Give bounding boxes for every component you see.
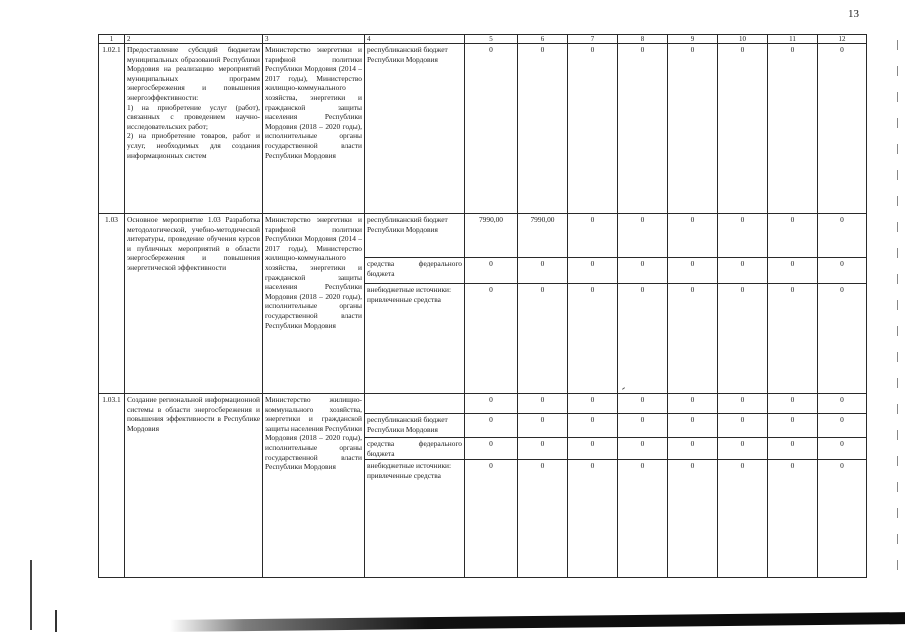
value-cell: 0 (718, 394, 768, 414)
executor: Министерство энергетики и тарифной политики Республики Мордовия (2014 – 2017 годы), Министерство жилищно-коммунального хозяйства, энергетики и гражданской защиты населения Республики Мордовия (2018 – 2020 годы), исполнительные органы государственной власти Республики Мордовия (263, 44, 365, 214)
funding-source: средства федерального бюджета (365, 258, 465, 284)
value-cell: 0 (718, 214, 768, 258)
scan-shadow-bar (170, 612, 905, 632)
value-cell: 0 (568, 438, 618, 460)
header-cell: 8 (618, 35, 668, 44)
value-cell: 0 (518, 438, 568, 460)
activity-name: Предоставление субсидий бюджетам муниципальных образований Республики Мордовия на реализацию мероприятий муниципальных программ энергосбережения и повышения энергоэффективности: 1) на приобретение услуг (работ), связанных с проведением научно-исследовательских работ; 2) на приобретение товаров, работ и услуг, необходимых для создания информационных систем (125, 44, 263, 214)
value-cell: 0 (718, 258, 768, 284)
value-cell: 0 (618, 44, 668, 214)
value-cell: 0 (568, 414, 618, 438)
row-id: 1.02.1 (99, 44, 125, 214)
value-cell: 0 (818, 438, 867, 460)
header-cell: 6 (518, 35, 568, 44)
value-cell: 0 (618, 394, 668, 414)
value-cell: 0 (618, 284, 668, 394)
value-cell: 0 (518, 44, 568, 214)
value-cell: 0 (465, 284, 518, 394)
header-cell: 12 (818, 35, 867, 44)
header-cell: 10 (718, 35, 768, 44)
page-number: 13 (848, 8, 859, 20)
value-cell: 0 (465, 414, 518, 438)
scan-edge-mark (55, 610, 57, 632)
value-cell: 0 (568, 214, 618, 258)
value-cell: 0 (718, 438, 768, 460)
value-cell: 0 (818, 258, 867, 284)
value-cell: 0 (618, 214, 668, 258)
value-cell: 0 (618, 460, 668, 578)
scan-edge-mark (30, 560, 32, 630)
row-id: 1.03.1 (99, 394, 125, 578)
value-cell: 0 (618, 258, 668, 284)
executor: Министерство энергетики и тарифной политики Республики Мордовия (2014 – 2017 годы), Министерство жилищно-коммунального хозяйства, энергетики и гражданской защиты населения Республики Мордовия (2018 – 2020 годы), исполнительные органы государственной власти Республики Мордовия (263, 214, 365, 394)
header-cell: 4 (365, 35, 465, 44)
value-cell: 0 (818, 460, 867, 578)
value-cell: 0 (768, 44, 818, 214)
header-cell: 2 (125, 35, 263, 44)
header-cell: 3 (263, 35, 365, 44)
value-cell: 0 (518, 258, 568, 284)
value-cell: 0 (818, 284, 867, 394)
value-cell: 0 (568, 284, 618, 394)
funding-source (365, 394, 465, 414)
financing-table (98, 34, 867, 578)
value-cell: 0 (818, 44, 867, 214)
header-cell: 1 (99, 35, 125, 44)
value-cell: 7990,00 (465, 214, 518, 258)
value-cell: 0 (465, 258, 518, 284)
value-cell: 0 (668, 44, 718, 214)
value-cell: 0 (518, 284, 568, 394)
value-cell: 0 (768, 460, 818, 578)
value-cell: 0 (768, 258, 818, 284)
value-cell: 0 (768, 394, 818, 414)
value-cell: 0 (818, 214, 867, 258)
value-cell: 0 (718, 284, 768, 394)
value-cell: 0 (465, 44, 518, 214)
value-cell: 0 (618, 438, 668, 460)
value-cell: 0 (668, 438, 718, 460)
funding-source: внебюджетные источники: привлеченные средства (365, 284, 465, 394)
value-cell: 0 (818, 414, 867, 438)
table-header-row (99, 35, 867, 44)
table-row (99, 44, 867, 214)
value-cell: 0 (465, 460, 518, 578)
value-cell: 0 (718, 44, 768, 214)
header-cell: 7 (568, 35, 618, 44)
value-cell: 0 (768, 214, 818, 258)
value-cell: 0 (465, 438, 518, 460)
value-cell: 0 (568, 460, 618, 578)
row-id: 1.03 (99, 214, 125, 394)
value-cell: 0 (768, 284, 818, 394)
value-cell: 0 (518, 394, 568, 414)
scan-edge-mark (897, 40, 898, 580)
value-cell: 0 (668, 460, 718, 578)
value-cell: 7990,00 (518, 214, 568, 258)
header-cell: 9 (668, 35, 718, 44)
value-cell: 0 (518, 460, 568, 578)
table-row (99, 214, 867, 258)
value-cell: 0 (568, 44, 618, 214)
header-cell: 5 (465, 35, 518, 44)
header-cell: 11 (768, 35, 818, 44)
value-cell: 0 (568, 258, 618, 284)
funding-source: республиканский бюджет Республики Мордовия (365, 414, 465, 438)
funding-source: средства федерального бюджета (365, 438, 465, 460)
value-cell: 0 (718, 414, 768, 438)
table-row (99, 394, 867, 414)
funding-source: республиканский бюджет Республики Мордовия (365, 44, 465, 214)
value-cell: 0 (818, 394, 867, 414)
value-cell: 0 (768, 438, 818, 460)
value-cell: 0 (668, 394, 718, 414)
value-cell: 0 (668, 214, 718, 258)
value-cell: 0 (568, 394, 618, 414)
activity-name: Основное мероприятие 1.03 Разработка методологической, учебно-методической литературы, проведение обучения курсов и публичных мероприятий в области энергосбережения и повышения энергетической эффективности (125, 214, 263, 394)
value-cell: 0 (668, 284, 718, 394)
funding-source: внебюджетные источники: привлеченные средства (365, 460, 465, 578)
value-cell: 0 (618, 414, 668, 438)
value-cell: 0 (668, 414, 718, 438)
value-cell: 0 (518, 414, 568, 438)
executor: Министерство жилищно-коммунального хозяйства, энергетики и гражданской защиты населения Республики Мордовия (2018 – 2020 годы), исполнительные органы государственной власти Республики Мордовия (263, 394, 365, 578)
value-cell: 0 (465, 394, 518, 414)
value-cell: 0 (768, 414, 818, 438)
value-cell: 0 (668, 258, 718, 284)
funding-source: республиканский бюджет Республики Мордовия (365, 214, 465, 258)
activity-name: Создание региональной информационной системы в области энергосбережения и повышения эффективности в Республике Мордовия (125, 394, 263, 578)
value-cell: 0 (718, 460, 768, 578)
